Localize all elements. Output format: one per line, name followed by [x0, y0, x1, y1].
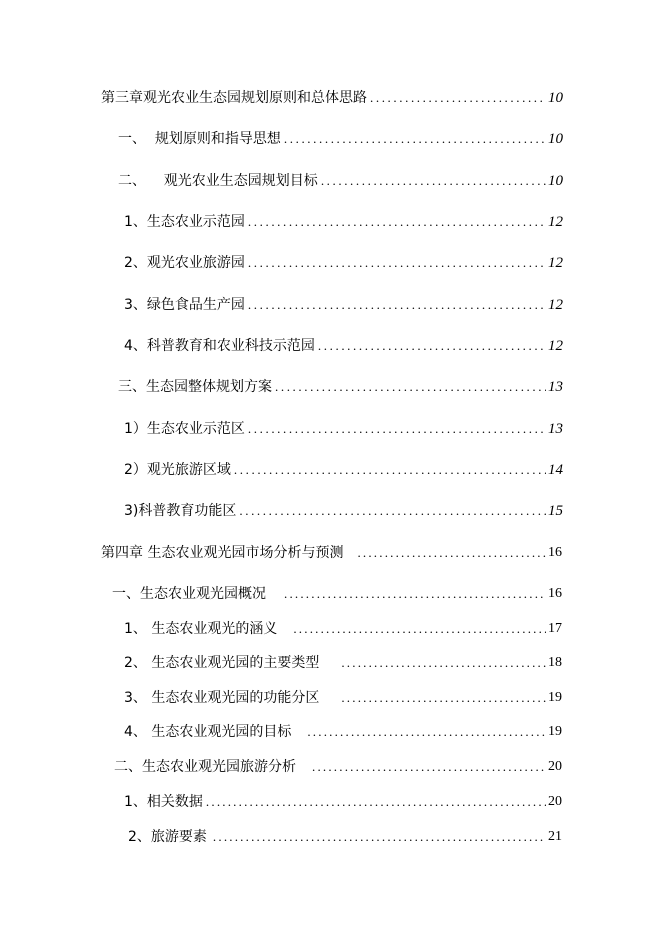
toc-entry-page: 19: [548, 690, 562, 705]
toc-entry-subsection[interactable]: [124, 654, 562, 672]
toc-entry-title: 1）生态农业示范区: [124, 421, 245, 437]
toc-entry-title: 二、 观光农业生态园规划目标: [118, 173, 318, 189]
toc-entry-page: 16: [548, 545, 562, 560]
toc-entry-title: 1、相关数据: [124, 794, 203, 810]
toc-leader-dots: [245, 296, 546, 314]
toc-leader-dots: [277, 620, 546, 638]
toc-entry-page: 17: [548, 621, 562, 636]
toc-entry-subsection[interactable]: [124, 254, 563, 272]
toc-entry-title: 2、 生态农业观光园的主要类型: [124, 655, 320, 671]
toc-entry-title: 三、生态园整体规划方案: [118, 379, 272, 395]
toc-entry-section[interactable]: [114, 758, 562, 776]
toc-leader-dots: [245, 254, 546, 272]
toc-entry-page: 12: [548, 255, 563, 271]
toc-entry-page: 13: [548, 421, 563, 437]
toc-entry-title: 一、 规划原则和指导思想: [118, 131, 281, 147]
toc-entry-subsection[interactable]: [124, 213, 563, 231]
toc-entry-title: 3)科普教育功能区: [124, 503, 237, 519]
toc-entry-section[interactable]: [118, 172, 563, 190]
toc-entry-page: 20: [548, 794, 562, 809]
toc-leader-dots: [319, 689, 546, 707]
toc-entry-page: 14: [548, 462, 563, 478]
toc-entry-title: 2）观光旅游区域: [124, 462, 231, 478]
toc-leader-dots: [315, 337, 546, 355]
toc-entry-subsection[interactable]: [124, 296, 563, 314]
toc-entry-title: 1、 生态农业观光的涵义: [124, 621, 278, 637]
toc-leader-dots: [272, 378, 546, 396]
toc-entry-subsection[interactable]: [124, 502, 563, 520]
toc-leader-dots: [343, 544, 546, 562]
toc-entry-title: 4、 生态农业观光园的目标: [124, 724, 292, 740]
toc-leader-dots: [203, 793, 546, 811]
toc-entry-title: 二、生态农业观光园旅游分析: [114, 759, 296, 775]
toc-leader-dots: [319, 654, 546, 672]
toc-entry-subsection[interactable]: [124, 689, 562, 707]
toc-entry-title: 第四章 生态农业观光园市场分析与预测: [101, 545, 344, 561]
toc-entry-title: 2、旅游要素: [128, 829, 207, 845]
toc-entry-title: 1、生态农业示范园: [124, 214, 245, 230]
toc-entry-subsection[interactable]: [124, 723, 562, 741]
toc-leader-dots: [266, 585, 546, 603]
toc-entry-subsection[interactable]: [124, 337, 563, 355]
toc-entry-title: 4、科普教育和农业科技示范园: [124, 338, 315, 354]
toc-entry-subsection[interactable]: [124, 420, 563, 438]
toc-entry-chapter-4[interactable]: [101, 544, 562, 562]
toc-entry-page: 19: [548, 724, 562, 739]
toc-entry-page: 12: [548, 338, 563, 354]
toc-leader-dots: [245, 420, 546, 438]
toc-entry-section[interactable]: [118, 378, 563, 396]
toc-leader-dots: [291, 723, 546, 741]
toc-leader-dots: [318, 172, 546, 190]
toc-leader-dots: [367, 89, 546, 107]
toc-entry-subsection[interactable]: [124, 793, 562, 811]
toc-leader-dots: [245, 213, 546, 231]
toc-entry-page: 15: [548, 503, 563, 519]
toc-entry-section[interactable]: [112, 585, 562, 603]
toc-entry-subsection[interactable]: [124, 461, 563, 479]
toc-leader-dots: [207, 828, 546, 846]
toc-entry-title: 3、 生态农业观光园的功能分区: [124, 690, 320, 706]
toc-entry-page: 10: [548, 90, 563, 106]
toc-entry-title: 2、观光农业旅游园: [124, 255, 245, 271]
toc-entry-title: 一、生态农业观光园概况: [112, 586, 266, 602]
toc-entry-title: 3、绿色食品生产园: [124, 297, 245, 313]
toc-entry-section[interactable]: [118, 130, 563, 148]
toc-leader-dots: [236, 502, 546, 520]
toc-entry-chapter-3[interactable]: [101, 89, 563, 107]
toc-entry-subsection[interactable]: [128, 828, 562, 846]
toc-entry-page: 12: [548, 297, 563, 313]
toc-entry-page: 13: [548, 379, 563, 395]
toc-entry-page: 10: [548, 131, 563, 147]
toc-entry-subsection[interactable]: [124, 620, 562, 638]
toc-entry-page: 18: [548, 655, 562, 670]
toc-entry-title: 第三章观光农业生态园规划原则和总体思路: [101, 90, 367, 106]
toc-entry-page: 16: [548, 586, 562, 601]
toc-leader-dots: [296, 758, 546, 776]
toc-entry-page: 20: [548, 759, 562, 774]
toc-entry-page: 21: [548, 829, 562, 844]
toc-leader-dots: [281, 130, 546, 148]
toc-entry-page: 12: [548, 214, 563, 230]
toc-entry-page: 10: [548, 173, 563, 189]
toc-leader-dots: [231, 461, 546, 479]
